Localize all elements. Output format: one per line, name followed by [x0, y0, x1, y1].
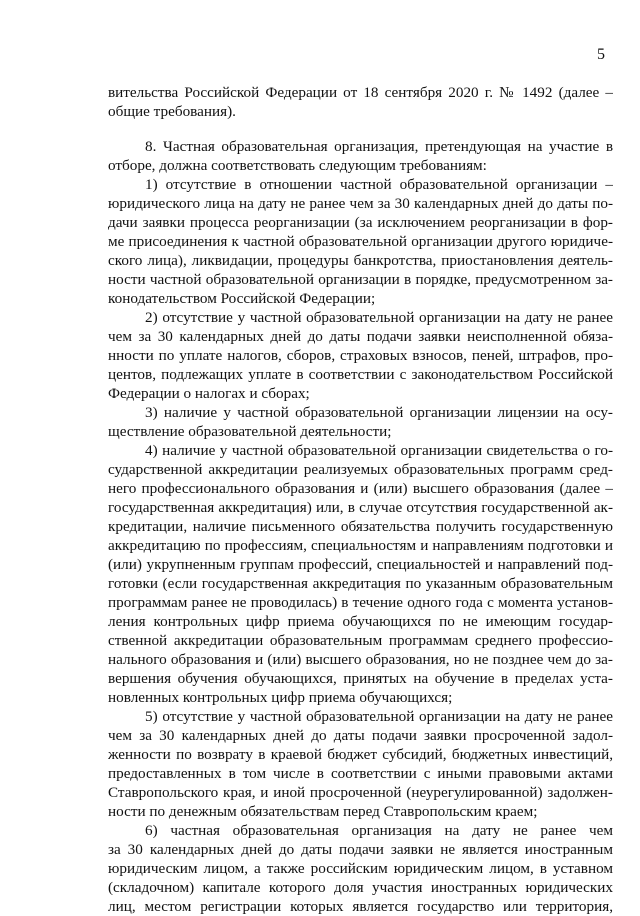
text-line: юридического лица на дату не ранее чем за 30 календарных дней до даты по-	[108, 195, 613, 212]
text-line: Ставропольского края, и иной просроченной (неурегулированной) задолжен-	[108, 784, 613, 801]
text-line: программам ранее не проводилась) в течение одного года с момента установ-	[108, 594, 613, 611]
text-line: него профессионального образования и (или) высшего образования (далее –	[108, 480, 613, 497]
text-line: центов, подлежащих уплате в соответствии с законодательством Российской	[108, 366, 613, 383]
text-line: отборе, должна соответствовать следующим требованиям:	[108, 157, 487, 174]
text-line: 3) наличие у частной образовательной организации лицензии на осу-	[145, 404, 613, 421]
text-line: чем за 30 календарных дней до даты подачи заявки неисполненной обяза-	[108, 328, 613, 345]
text-line: готовки (если государственная аккредитация по указанным образовательным	[108, 575, 613, 592]
text-line: нности по уплате налогов, сборов, страховых взносов, пеней, штрафов, про-	[108, 347, 613, 364]
text-line: (или) укрупненным группам профессий, специальностей и направлений под-	[108, 556, 613, 573]
text-line: ности частной образовательной организации в порядке, предусмотренном за-	[108, 271, 613, 288]
text-line: ственной аккредитации образовательным программам среднего профессио-	[108, 632, 613, 649]
text-line: предоставленных в том числе в соответствии с иными правовыми актами	[108, 765, 613, 782]
text-line: ществление образовательной деятельности;	[108, 423, 392, 440]
text-line: 8. Частная образовательная организация, претендующая на участие в	[145, 138, 613, 155]
text-line: 2) отсутствие у частной образовательной организации на дату не ранее	[145, 309, 613, 326]
text-line: 1) отсутствие в отношении частной образовательной организации –	[145, 176, 613, 193]
text-line: сударственной аккредитации реализуемых образовательных программ сред-	[108, 461, 613, 478]
text-line: чем за 30 календарных дней до даты подачи заявки просроченной задол-	[108, 727, 613, 744]
text-line: юридическим лицом, а также российским юридическим лицом, в уставном	[108, 860, 613, 877]
page-number: 5	[597, 46, 605, 63]
text-line: 4) наличие у частной образовательной организации свидетельства о го-	[145, 442, 613, 459]
text-line: конодательством Российской Федерации;	[108, 290, 376, 307]
text-line: за 30 календарных дней до даты подачи заявки не является иностранным	[108, 841, 613, 858]
text-line: ского лица), ликвидации, процедуры банкротства, приостановления деятель-	[108, 252, 613, 269]
text-line: государственная аккредитация) или, в случае отсутствия государственной ак-	[108, 499, 613, 516]
text-line: вершения обучения обучающихся, принятых на обучение в пределах уста-	[108, 670, 613, 687]
text-line: общие требования).	[108, 103, 236, 120]
text-line: лиц, местом регистрации которых является государство или территория,	[108, 898, 613, 915]
text-line: нального образования и (или) высшего образования, но не позднее чем до за-	[108, 651, 613, 668]
text-line: Федерации о налогах и сборах;	[108, 385, 310, 402]
text-line: (складочном) капитале которого доля участия иностранных юридических	[108, 879, 613, 896]
text-line: дачи заявки процесса реорганизации (за исключением реорганизации в фор-	[108, 214, 613, 231]
text-line: аккредитацию по профессиям, специальностям и направлениям подготовки и	[108, 537, 613, 554]
text-line: ме присоединения к частной образовательной организации другого юридиче-	[108, 233, 613, 250]
text-line: 5) отсутствие у частной образовательной организации на дату не ранее	[145, 708, 613, 725]
text-line: 6) частная образовательная организация на дату не ранее чем	[145, 822, 613, 839]
text-line: женности по возврату в краевой бюджет субсидий, бюджетных инвестиций,	[108, 746, 613, 763]
text-line: ности по денежным обязательствам перед Ставропольским краем;	[108, 803, 538, 820]
text-line: ления контрольных цифр приема обучающихся по не имеющим государ-	[108, 613, 613, 630]
text-line: новленных контрольных цифр приема обучающихся;	[108, 689, 453, 706]
text-line: кредитации, наличие письменного обязательства получить государственную	[108, 518, 613, 535]
text-line: вительства Российской Федерации от 18 сентября 2020 г. № 1492 (далее –	[108, 84, 613, 101]
